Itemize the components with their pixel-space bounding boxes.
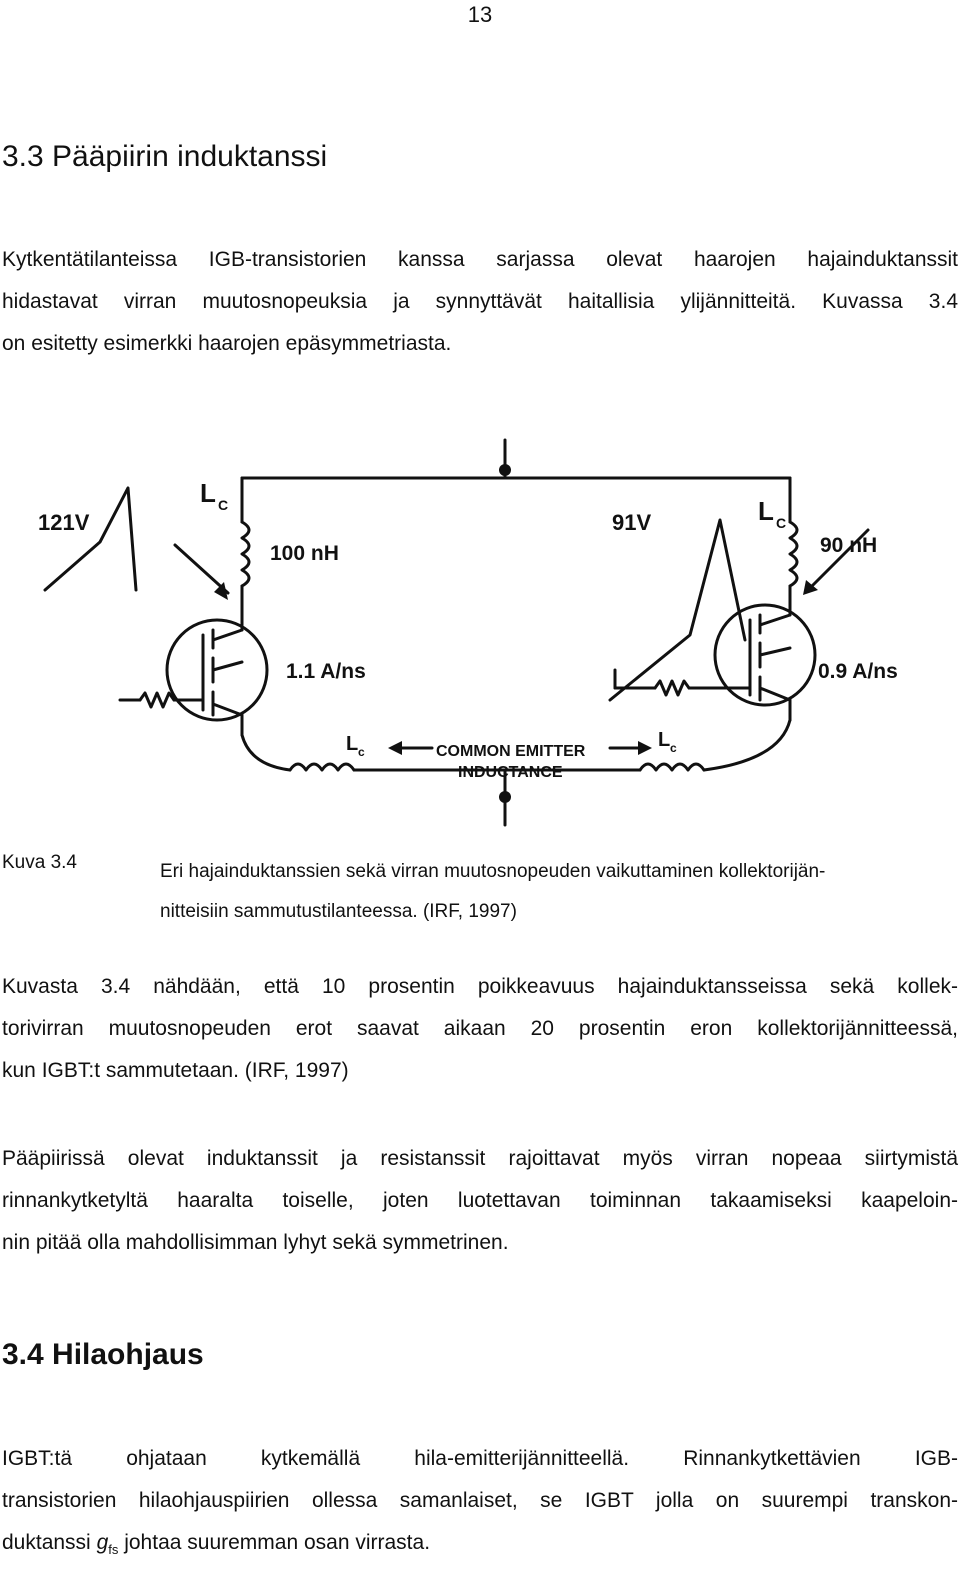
paragraph-4 bbox=[2, 1438, 958, 1571]
right-current-rate: 0.9 A/ns bbox=[818, 660, 898, 683]
bottom-left-inductor-sub: c bbox=[358, 745, 365, 759]
left-inductor bbox=[242, 522, 249, 586]
paragraph-2-line-2: torivirran muutosnopeuden erot saavat aikaan 20 prosentin eron kollektorijännitteessä, bbox=[2, 1017, 958, 1040]
left-current-rate: 1.1 A/ns bbox=[286, 660, 366, 683]
right-emitter-inductor bbox=[640, 764, 704, 770]
right-inductor bbox=[790, 522, 797, 586]
paragraph-4-line-3 bbox=[2, 1522, 958, 1571]
right-gate-resistor bbox=[655, 681, 689, 695]
top-terminal-dot bbox=[499, 464, 511, 476]
right-inductance-value: 90 nH bbox=[820, 534, 878, 557]
right-inductor-label: L bbox=[758, 496, 774, 526]
left-voltage-label: 121V bbox=[38, 510, 90, 535]
paragraph-1-line-3: on esitetty esimerkki haarojen epäsymmetriasta. bbox=[2, 332, 452, 355]
paragraph-2 bbox=[2, 966, 958, 1092]
paragraph-4-line-1: IGBT:tä ohjataan kytkemällä hila-emitterijännitteellä. Rinnankytkettävien IGB- bbox=[2, 1447, 958, 1470]
figure-caption-line-1: Eri hajainduktanssien sekä virran muutosnopeuden vaikuttaminen kollektorijän- bbox=[160, 861, 826, 882]
paragraph-4-text-before: duktanssi bbox=[2, 1531, 97, 1554]
figure-caption bbox=[160, 852, 956, 932]
figure-caption-label: Kuva 3.4 bbox=[2, 852, 77, 873]
common-emitter-label-line-2: INDUCTANCE bbox=[458, 764, 563, 781]
paragraph-1-line-1: Kytkentätilanteissa IGB-transistorien kanssa sarjassa olevat haarojen hajainduktanssit bbox=[2, 248, 958, 271]
paragraph-3-line-3: nin pitää olla mahdollisimman lyhyt sekä symmetrinen. bbox=[2, 1231, 509, 1254]
figure-caption-line-2: nitteisiin sammutustilanteessa. (IRF, 1997) bbox=[160, 901, 517, 922]
circuit-diagram bbox=[0, 430, 960, 840]
section-heading: 3.3 Pääpiirin induktanssi bbox=[2, 140, 328, 173]
page-number: 13 bbox=[467, 2, 493, 27]
left-emitter-inductor bbox=[290, 764, 354, 770]
left-inductance-value: 100 nH bbox=[270, 542, 339, 565]
right-inductor-sub: C bbox=[776, 515, 787, 531]
bottom-right-inductor-label: L bbox=[658, 729, 671, 751]
transconductance-subscript: fs bbox=[108, 1542, 119, 1558]
left-gate-resistor bbox=[140, 693, 174, 707]
paragraph-3-line-1: Pääpiirissä olevat induktanssit ja resistanssit rajoittavat myös virran nopeaa siirtymistä bbox=[2, 1147, 958, 1170]
right-voltage-label: 91V bbox=[612, 510, 652, 535]
section-heading-2: 3.4 Hilaohjaus bbox=[2, 1338, 204, 1371]
transconductance-symbol: g bbox=[96, 1531, 109, 1554]
bottom-left-inductor-label: L bbox=[346, 733, 359, 755]
right-voltage-waveform bbox=[610, 520, 745, 700]
common-emitter-label-line-1: COMMON EMITTER bbox=[436, 743, 586, 760]
paragraph-4-text-after: johtaa suuremman osan virrasta. bbox=[118, 1531, 431, 1554]
paragraph-1-line-2: hidastavat virran muutosnopeuksia ja synnyttävät haitallisia ylijännitteitä. Kuvassa 3.4 bbox=[2, 290, 958, 313]
bottom-terminal-dot bbox=[499, 791, 511, 803]
paragraph-2-line-3: kun IGBT:t sammutetaan. (IRF, 1997) bbox=[2, 1059, 349, 1082]
left-inductor-sub: C bbox=[218, 497, 229, 513]
left-inductor-label: L bbox=[200, 478, 216, 508]
paragraph-4-line-2: transistorien hilaohjauspiirien ollessa samanlaiset, se IGBT jolla on suurempi transkon- bbox=[2, 1489, 958, 1512]
right-emitter-wire bbox=[704, 720, 790, 770]
bottom-right-inductor-sub: c bbox=[670, 741, 677, 755]
left-voltage-waveform bbox=[45, 488, 136, 590]
paragraph-3-line-2: rinnankytketyltä haaralta toiselle, joten luotettavan toiminnan takaamiseksi kaapeloin- bbox=[2, 1189, 958, 1212]
paragraph-2-line-1: Kuvasta 3.4 nähdään, että 10 prosentin poikkeavuus hajainduktansseissa sekä kollek- bbox=[2, 975, 958, 998]
paragraph-3 bbox=[2, 1138, 958, 1264]
left-inductor-arrow bbox=[175, 545, 228, 593]
left-emitter-wire bbox=[242, 735, 290, 770]
paragraph-1 bbox=[2, 239, 958, 365]
